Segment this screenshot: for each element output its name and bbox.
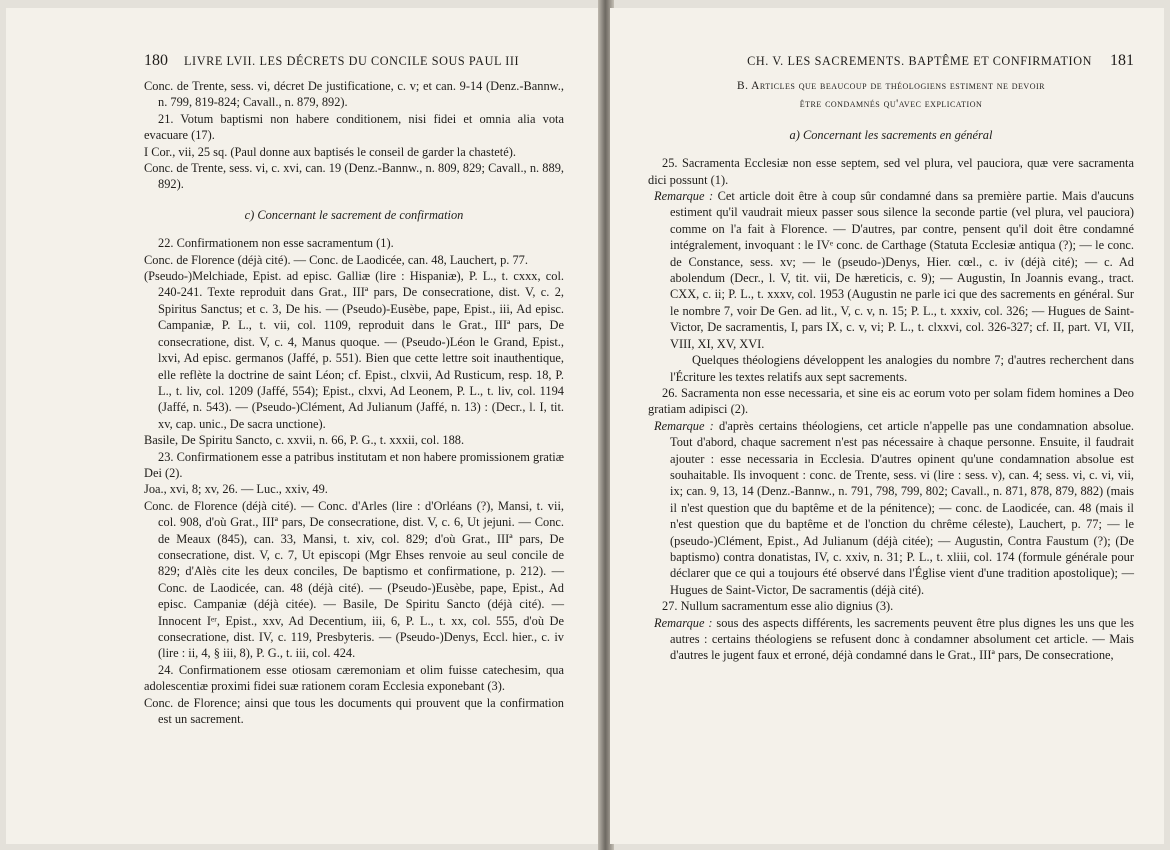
section-heading-b-line2: être condamnés qu'avec explication [799,98,983,111]
page-number-left: 180 [144,52,168,69]
remark-text: d'après certains théologiens, cet article n'appelle pas une condamnation absolue. Tout d'abord, chaque sacrement n'est pas nécessaire à chaque personne. Ensuite, il faudrait ajouter : esse necessaria in Ecclesia. D'autres opinent qu'une condamnation absolue est souhaitable. Ils invoquent : conc. de Trente, sess. vi (lire : sess. v), can. 4; sess. vi, c. vi, vii, ix; can. 9, 13, 14 (Denz.-Bannw., n. 791, 798, 799, 802; Cavall., n. 871, 878, 879, 882) (mais il n'est question que du baptême et de la pénitence); — conc. de Laodicée, can. 48 (mais il n'est question que du baptême et de l'onction du chrême céleste), Lauchert, p. 77; — le (pseudo-)Clément, Epist., Ad Julianum (déjà citée); — Augustin, Contra Faustum (?); (De baptismo) contra donatistas, IV, c. xxiv, n. 31; P. L., t. xliii, col. 174 (formule générale pour déclarer que ce qui a toujours été observé dans l'Église vient d'une tradition apostolique); — Hugues de Saint-Victor, De sacramentis (déjà cité). [670,418,1134,597]
article-24: 24. Confirmationem esse otiosam cæremoniam et olim fuisse catechesim, qua adolescentiæ proximi fidei suæ rationem coram Ecclesia exponebant (3). [144,662,564,694]
article-22: 22. Confirmationem non esse sacramentum (1). [158,236,394,251]
right-page [610,8,1164,844]
remark-text: sous des aspects différents, les sacrements peuvent être plus dignes les uns que les autres : certains théologiens se refusent donc à condamner absolument cet article. — Mais d'autres le jugent faux et erroné, déjà condamné dans le Grat., IIIª pars, De consecratione, [670,615,1134,663]
remark-25 [648,188,1134,352]
section-heading-a: a) Concernant les sacrements en général [789,127,993,142]
citation: (Pseudo-)Melchiade, Epist. ad episc. Galliæ (lire : Hispaniæ), P. L., t. cxxx, col. 240-241. Texte reproduit dans Grat., IIIª pars, De consecratione, dist. V, c. 2, Spiritus Sanctus; et c. 3, De his. — (Pseudo)-Eusèbe, pape, Epist., iii, Ad episc. Campaniæ, P. L., t. vii, col. 1109, reproduit dans le Grat., IIIª pars, De consecratione, dist. V, c. 4, Manus quoque. — (Pseudo-)Léon le Grand, Epist., lxvi, Ad episc. germanos (Jaffé, p. 551). Bien que cette lettre soit inauthentique, elle reflète la doctrine de saint Léon; cf. Epist., clxvii, Ad Rusticum, resp. 18, P. L., t. liv, col. 1209 (Jaffé, 554); Epist., clxvi, Ad Leonem, P. L., t. liv, col. 1194 (Jaffé, n. 543). — (Pseudo-)Clément, Ad Julianum (Jaffé, n. 13) : (Decr., l. I, tit. xv, cap. unic., De sacra unctione). [144,269,564,431]
citation: Conc. de Florence (déjà cité). — Conc. de Laodicée, can. 48, Lauchert, p. 77. [144,252,528,267]
remark-text: Cet article doit être à coup sûr condamné dans sa première partie. Mais d'aucuns estiment qu'il vaudrait mieux passer sous silence la seconde partie (vel plura, vel pauciora) comme on l'a fait à Florence. — D'autres, par contre, pensent qu'il doit être condamné intégralement, invoquant : le IVᵉ conc. de Carthage (Statuta Ecclesiæ antiqua (?); — le conc. de Constance, sess. xv; — le (pseudo-)Denys, Hier. cœl., c. iv (déjà cité); — c. Ad abolendum (Decr., l. V, tit. vii, De hæreticis, c. 9); — Augustin, In Joannis evang., tract. CXX, c. ii; P. L., t. xxxv, col. 1953 (Augustin ne parle ici que des sacrements en général. Sur le nombre 7, voir De Gen. ad lit., V, c. v, n. 15; P. L., t. xxxiv, col. 326; — Hugues de Saint-Victor, De sacramentis, I, pars IX, c. v, vi; P. L., t. clxxvi, col. 326-327; cf. II, part. VI, VII, VIII, XI, XV, XVI. [670,189,1134,351]
remark-label: Remarque : [654,189,714,204]
citation: Conc. de Florence (déjà cité). — Conc. d'Arles (lire : d'Orléans (?), Mansi, t. vii, col. 908, d'où Grat., IIIª pars, De consecratione, dist. V, c. 6, Ut jejuni. — Conc. de Meaux (845), can. 33, Mansi, t. xiv, col. 829; d'où Grat., IIIª pars, De consecratione, dist. V, c. 7, Ut episcopi (Mgr Ehses renvoie au seul concile de 829; d'Alès cite les deux conciles, De baptismo et confirmatione, p. 212). — Conc. de Laodicée, can. 48 (déjà cité). — (Pseudo-)Eusèbe, pape, Epist., Ad episc. Campaniæ (déjà citée). — Basile, De Spiritu Sancto (déjà cité). — Innocent Iᵉʳ, Epist., xxv, Ad Decentium, iii, 6, P. L., t. xx, col. 555, d'où De consecratione, dist. IV, c. 119, Presbyteris. — (Pseudo-)Denys, Eccl. hier., c. iv (lire : ii, 4, § iii, 8), P. G., t. iii, col. 424. [144,498,564,661]
remark-27 [648,615,1134,664]
article-25: 25. Sacramenta Ecclesiæ non esse septem, sed vel plura, vel pauciora, quæ vere sacramenta dici possunt (1). [648,156,1134,187]
left-page [6,8,602,844]
page-number-right: 181 [1110,52,1134,69]
article-23: 23. Confirmationem esse a patribus institutam et non habere promissionem gratiæ Dei (2). [144,449,564,480]
remark-25-continued: Quelques théologiens développent les analogies du nombre 7; d'autres recherchent dans l'Écriture les textes relatifs aux sept sacrements. [670,353,1134,384]
citation: Basile, De Spiritu Sancto, c. xxvii, n. 66, P. G., t. xxxii, col. 188. [144,433,465,448]
left-body [144,78,564,727]
right-header [648,52,1134,70]
citation: I Cor., vii, 25 sq. (Paul donne aux baptisés le conseil de garder la chasteté). [144,144,516,159]
remark-label: Remarque : [654,418,714,433]
running-head-right: CH. V. LES SACREMENTS. BAPTÊME ET CONFIRMATION [747,54,1092,68]
remark-label: Remarque : [654,615,713,630]
article-27: 27. Nullum sacramentum esse alio dignius (3). [662,599,894,614]
right-body [648,78,1134,664]
article-26: 26. Sacramenta non esse necessaria, et sine eis ac eorum voto per solam fidem homines a Deo gratiam adipisci (2). [648,385,1134,417]
citation: Conc. de Florence; ainsi que tous les documents qui prouvent que la confirmation est un sacrement. [144,695,564,727]
citation: Joa., xvi, 8; xv, 26. — Luc., xxiv, 49. [144,482,328,497]
article-21: 21. Votum baptismi non habere conditionem, nisi fidei et omnia alia vota evacuare (17). [144,111,564,143]
left-header [144,52,564,70]
section-heading-c: c) Concernant le sacrement de confirmation [244,207,464,222]
remark-26 [648,418,1134,598]
running-head-left: LIVRE LVII. LES DÉCRETS DU CONCILE SOUS PAUL III [184,54,520,68]
section-heading-b: B. Articles que beaucoup de théologiens estiment ne devoir [737,80,1045,92]
citation: Conc. de Trente, sess. vi, décret De justificatione, c. v; et can. 9-14 (Denz.-Bannw., n. 799, 819-824; Cavall., n. 879, 892). [144,79,564,110]
citation: Conc. de Trente, sess. vi, c. xvi, can. 19 (Denz.-Bannw., n. 809, 829; Cavall., n. 889, 892). [144,161,564,192]
